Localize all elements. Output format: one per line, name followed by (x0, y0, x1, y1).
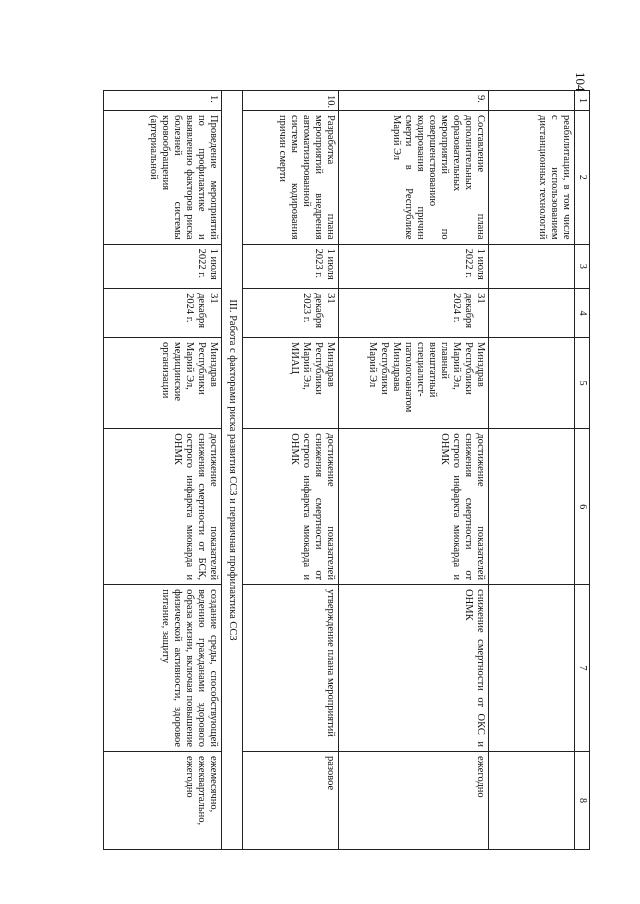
col-header-8: 8 (575, 752, 590, 850)
start-date-cell: 1 июля 2022 г. (104, 244, 222, 289)
end-date-cell: 31 декабря 2023 г. (243, 289, 339, 338)
table-row (243, 91, 339, 850)
indicator-cell: достижение показателей снижения смертности от острого инфаркта миокарда и ОНМК (243, 429, 339, 585)
end-date-cell: 31 декабря 2024 г. (104, 289, 222, 338)
col-header-4: 4 (575, 289, 590, 338)
continuation-text: реабилитации, в том числе с использованием дистанционных технологий (489, 111, 575, 245)
rotated-page (120, 90, 590, 850)
executor-cell: Минздрав Республики Марий Эл, главный внештатный специалист-патологоанатом Минздрава Республики Марий Эл (339, 338, 489, 429)
executor-cell: Минздрав Республики Марий Эл, медицинские организации (104, 338, 222, 429)
col-header-1: 1 (575, 91, 590, 111)
measure-cell: Составление плана дополнительных образовательных мероприятий по совершенствованию кодирования причин смерти в Республике Марий Эл (339, 111, 489, 245)
row-number: 9. (339, 91, 489, 111)
start-date-cell: 1 июля 2022 г. (339, 244, 489, 289)
section-title: III. Работа с факторами риска развития ССЗ и первичная профилактика ССЗ (222, 91, 243, 850)
continuation-row (489, 91, 575, 850)
col-header-6: 6 (575, 429, 590, 585)
executor-cell: Минздрав Республики Марий Эл, МИАЦ (243, 338, 339, 429)
plan-table (103, 90, 590, 850)
start-date-cell: 1 июля 2023 г. (243, 244, 339, 289)
frequency-cell: ежемесячно, ежеквартально, ежегодно (104, 752, 222, 850)
col-header-5: 5 (575, 338, 590, 429)
section-heading-row (222, 91, 243, 850)
page-number: 104 (573, 72, 588, 92)
col-header-3: 3 (575, 244, 590, 289)
end-date-cell: 31 декабря 2024 г. (339, 289, 489, 338)
measure-cell: Проведение мероприятий по профилактике и выявлению факторов риска болезней системы кровообращения (артериальной (104, 111, 222, 245)
header-row (575, 91, 590, 850)
result-cell: утверждение плана мероприятий (243, 585, 339, 752)
table-row (104, 91, 222, 850)
result-cell: создание среды, способствующей ведению гражданами здорового образа жизни, включая повышение физической активности, здоровое питание, защиту (104, 585, 222, 752)
measure-cell: Разработка плана мероприятий внедрения автоматизированной системы кодирования причин смерти (243, 111, 339, 245)
col-header-2: 2 (575, 111, 590, 245)
row-number: 10. (243, 91, 339, 111)
table-row (339, 91, 489, 850)
indicator-cell: достижение показателей снижения смертности от острого инфаркта миокарда и ОНМК (339, 429, 489, 585)
frequency-cell: ежегодно (339, 752, 489, 850)
result-cell: снижение смертности от ОКС и ОНМК (339, 585, 489, 752)
frequency-cell: разовое (243, 752, 339, 850)
col-header-7: 7 (575, 585, 590, 752)
row-number: 1. (104, 91, 222, 111)
indicator-cell: достижение показателей снижения смертности от БСК, острого инфаркта миокарда и ОНМК (104, 429, 222, 585)
